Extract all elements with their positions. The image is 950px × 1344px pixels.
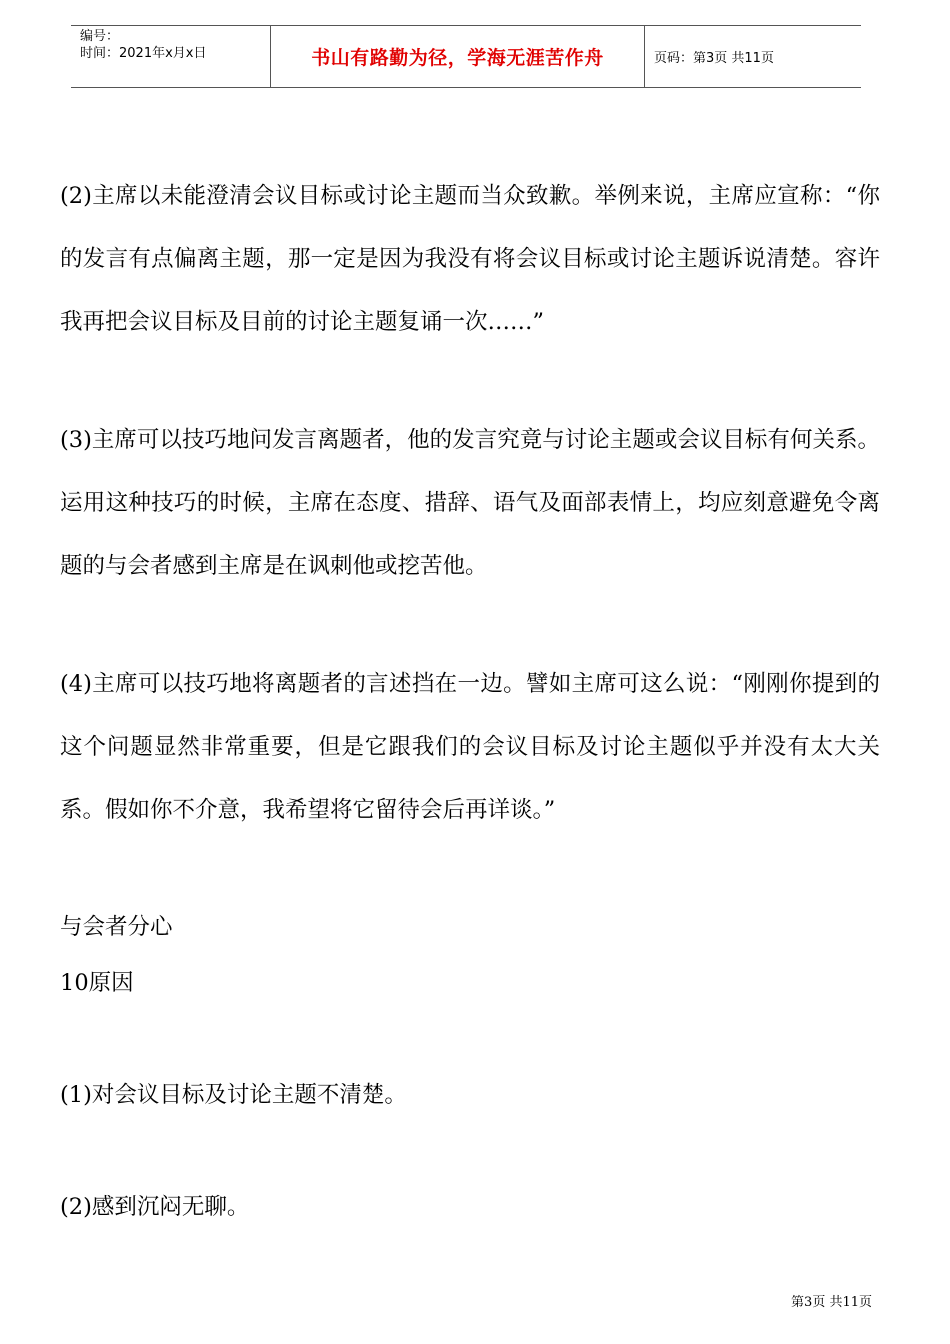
document-body [60,165,880,1222]
paragraph-3: (3)主席可以技巧地问发言离题者，他的发言究竟与讨论主题或会议目标有何关系。运用这种技巧的时候，主席在态度、措辞、语气及面部表情上，均应刻意避免令离题的与会者感到主席是在讽刺他或挖苦他。 [60,427,880,579]
section-subheading: 10原因 [60,970,134,996]
document-date: 时间：2021年x月x日 [80,46,207,61]
header-page-info: 页码：第3页 共11页 [654,51,774,66]
page-footer: 第3页 共11页 [791,1295,872,1310]
paragraph-4: (4)主席可以技巧地将离题者的言述挡在一边。譬如主席可这么说：“刚刚你提到的这个问题显然非常重要，但是它跟我们的会议目标及讨论主题似乎并没有太大关系。假如你不介意，我希望将它留待会后再详谈。” [60,671,880,823]
header-motto: 书山有路勤为径，学海无涯苦作舟 [271,26,645,87]
section-heading: 与会者分心 [60,914,173,940]
document-number-label: 编号： [80,29,120,44]
header-meta [71,26,271,87]
list-item-2: (2)感到沉闷无聊。 [60,1194,250,1220]
list-item-1: (1)对会议目标及讨论主题不清楚。 [60,1082,407,1108]
paragraph-2: (2)主席以未能澄清会议目标或讨论主题而当众致歉。举例来说，主席应宣称：“你的发言有点偏离主题，那一定是因为我没有将会议目标或讨论主题诉说清楚。容许我再把会议目标及目前的讨论主题复诵一次……” [60,183,880,335]
page-header [71,25,861,88]
